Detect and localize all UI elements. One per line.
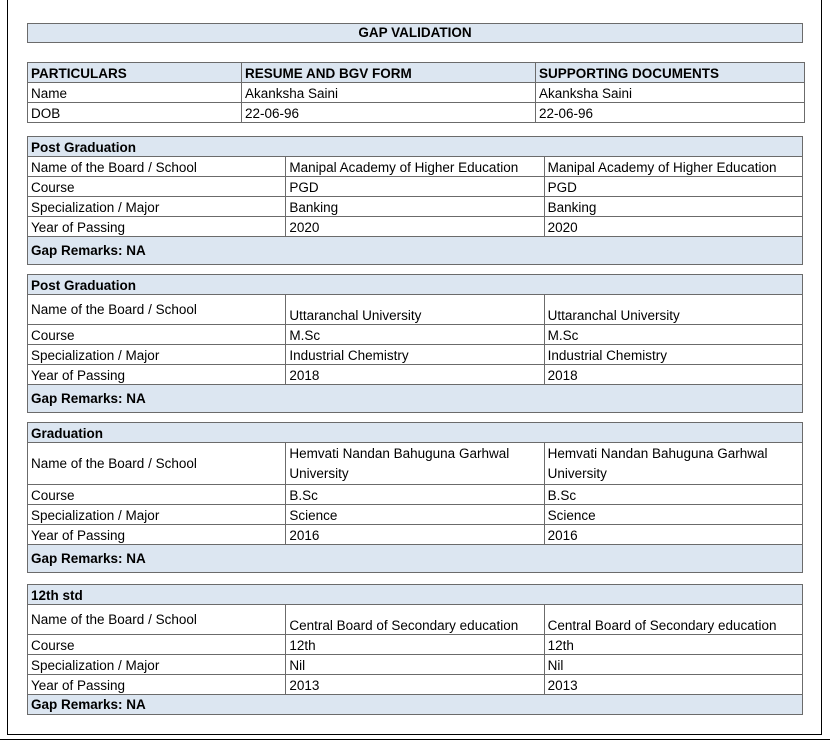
board-resume-value: Central Board of Secondary education xyxy=(286,605,544,635)
header-resume: RESUME AND BGV FORM xyxy=(242,63,536,83)
table-row xyxy=(28,83,805,103)
row-label: DOB xyxy=(28,103,242,123)
spec-resume-value: Banking xyxy=(286,197,544,217)
board-docs-value: Central Board of Secondary education xyxy=(544,605,802,635)
table-row xyxy=(28,525,803,545)
row-label: Specialization / Major xyxy=(28,655,286,675)
row-label: Specialization / Major xyxy=(28,345,286,365)
spec-docs-value: Nil xyxy=(544,655,802,675)
table-row xyxy=(28,505,803,525)
row-label: Year of Passing xyxy=(28,365,286,385)
education-section-2 xyxy=(27,274,803,413)
row-label: Name of the Board / School xyxy=(28,295,286,325)
gap-remarks: Gap Remarks: NA xyxy=(28,545,803,573)
spec-resume-value: Nil xyxy=(286,655,544,675)
row-label: Course xyxy=(28,485,286,505)
board-resume-value: Hemvati Nandan Bahuguna Garhwal University xyxy=(286,443,544,485)
spec-resume-value: Science xyxy=(286,505,544,525)
row-docs-value: Akanksha Saini xyxy=(536,83,805,103)
header-docs: SUPPORTING DOCUMENTS xyxy=(536,63,805,83)
section-heading: Post Graduation xyxy=(28,275,803,295)
row-label: Course xyxy=(28,635,286,655)
course-resume-value: PGD xyxy=(286,177,544,197)
course-docs-value: PGD xyxy=(544,177,802,197)
year-resume-value: 2020 xyxy=(286,217,544,237)
section-heading: 12th std xyxy=(28,585,803,605)
board-resume-value: Manipal Academy of Higher Education xyxy=(286,157,544,177)
year-resume-value: 2013 xyxy=(286,675,544,695)
education-section-4 xyxy=(27,584,803,715)
row-label: Course xyxy=(28,325,286,345)
gap-remarks: Gap Remarks: NA xyxy=(28,385,803,413)
course-docs-value: M.Sc xyxy=(544,325,802,345)
row-label: Name of the Board / School xyxy=(28,605,286,635)
course-resume-value: 12th xyxy=(286,635,544,655)
table-row xyxy=(28,103,805,123)
table-row xyxy=(28,345,803,365)
row-label: Name of the Board / School xyxy=(28,443,286,485)
table-row xyxy=(28,485,803,505)
board-resume-value: Uttaranchal University xyxy=(286,295,544,325)
course-resume-value: B.Sc xyxy=(286,485,544,505)
table-row xyxy=(28,635,803,655)
table-row xyxy=(28,365,803,385)
year-docs-value: 2020 xyxy=(544,217,802,237)
gap-remarks: Gap Remarks: NA xyxy=(28,695,803,715)
table-row xyxy=(28,675,803,695)
section-heading: Graduation xyxy=(28,423,803,443)
board-docs-value: Hemvati Nandan Bahuguna Garhwal University xyxy=(544,443,802,485)
table-row xyxy=(28,605,803,635)
row-label: Year of Passing xyxy=(28,217,286,237)
row-label: Specialization / Major xyxy=(28,505,286,525)
header-particulars: PARTICULARS xyxy=(28,63,242,83)
row-label: Year of Passing xyxy=(28,525,286,545)
course-resume-value: M.Sc xyxy=(286,325,544,345)
year-resume-value: 2018 xyxy=(286,365,544,385)
year-docs-value: 2013 xyxy=(544,675,802,695)
course-docs-value: 12th xyxy=(544,635,802,655)
row-label: Name of the Board / School xyxy=(28,157,286,177)
board-docs-value: Uttaranchal University xyxy=(544,295,802,325)
spec-docs-value: Science xyxy=(544,505,802,525)
row-label: Year of Passing xyxy=(28,675,286,695)
page-bottom-rule xyxy=(0,739,830,740)
education-section-1 xyxy=(27,136,803,265)
particulars-table xyxy=(27,62,805,123)
spec-resume-value: Industrial Chemistry xyxy=(286,345,544,365)
spec-docs-value: Banking xyxy=(544,197,802,217)
table-row xyxy=(28,443,803,485)
page-title: GAP VALIDATION xyxy=(27,23,803,43)
education-section-3 xyxy=(27,422,803,573)
row-docs-value: 22-06-96 xyxy=(536,103,805,123)
table-row xyxy=(28,655,803,675)
year-resume-value: 2016 xyxy=(286,525,544,545)
year-docs-value: 2016 xyxy=(544,525,802,545)
table-row xyxy=(28,197,803,217)
row-label: Course xyxy=(28,177,286,197)
table-row xyxy=(28,217,803,237)
row-resume-value: Akanksha Saini xyxy=(242,83,536,103)
table-row xyxy=(28,177,803,197)
table-row xyxy=(28,295,803,325)
row-label: Name xyxy=(28,83,242,103)
table-row xyxy=(28,157,803,177)
section-heading: Post Graduation xyxy=(28,137,803,157)
year-docs-value: 2018 xyxy=(544,365,802,385)
row-resume-value: 22-06-96 xyxy=(242,103,536,123)
gap-remarks: Gap Remarks: NA xyxy=(28,237,803,265)
table-row xyxy=(28,325,803,345)
board-docs-value: Manipal Academy of Higher Education xyxy=(544,157,802,177)
course-docs-value: B.Sc xyxy=(544,485,802,505)
spec-docs-value: Industrial Chemistry xyxy=(544,345,802,365)
row-label: Specialization / Major xyxy=(28,197,286,217)
